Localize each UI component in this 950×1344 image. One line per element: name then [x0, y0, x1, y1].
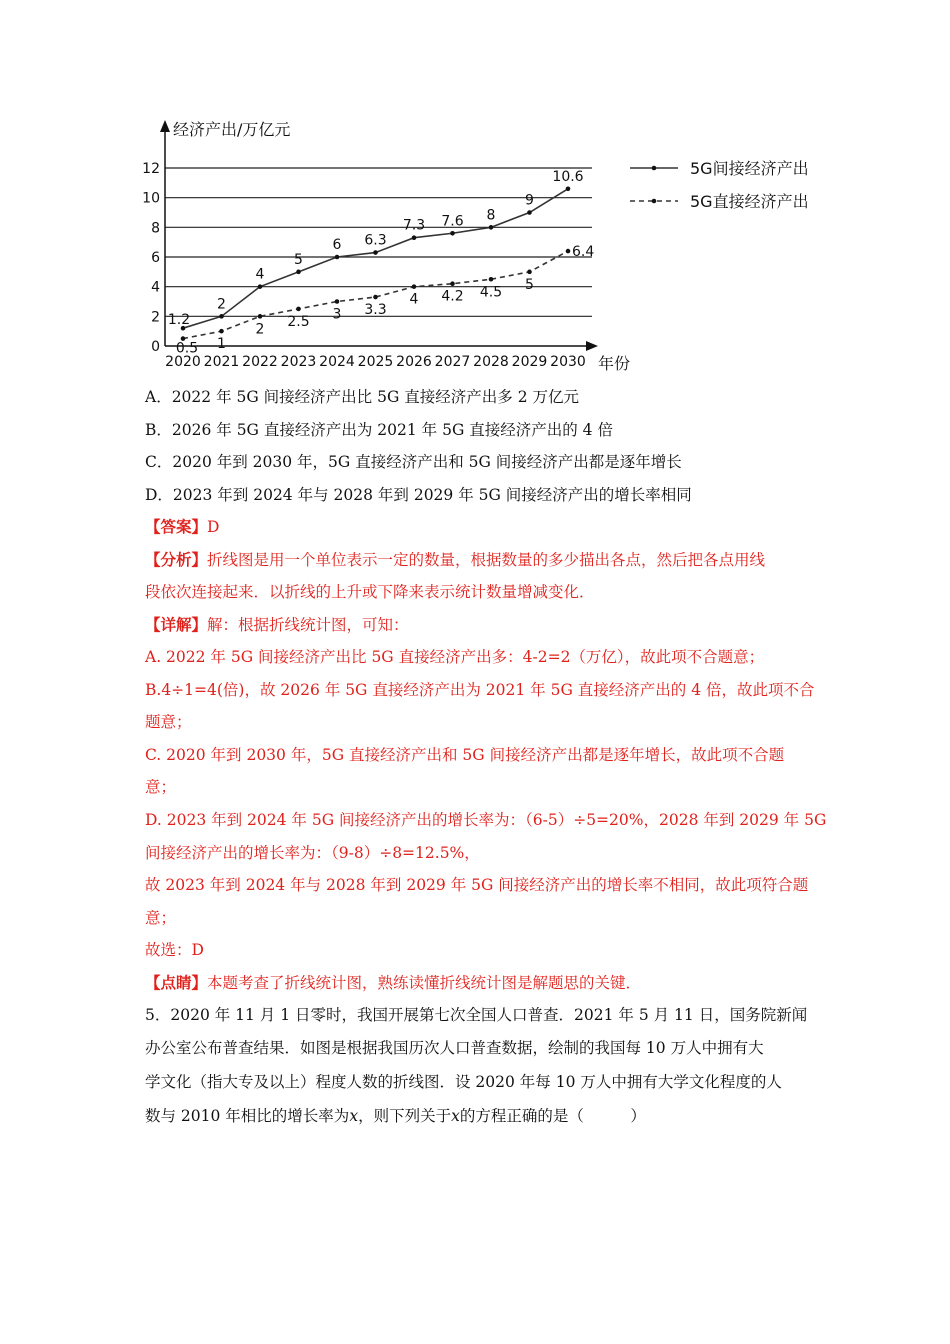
detail-intro: 解：根据折线统计图，可知：: [207, 616, 409, 634]
data-point-direct: [219, 329, 224, 334]
data-label-direct: 4.2: [441, 288, 464, 305]
detail-a: A. 2022 年 5G 间接经济产出比 5G 直接经济产出多：4-2=2（万亿），故此项不合题意；: [145, 648, 765, 666]
y-tick-label: 10: [142, 190, 160, 207]
data-point-indirect: [450, 231, 455, 236]
data-label-direct: 3: [332, 306, 342, 323]
y-tick-label: 0: [151, 339, 160, 355]
data-point-direct: [566, 249, 571, 254]
data-label-indirect: 6.3: [364, 232, 387, 249]
data-label-direct: 2.5: [287, 313, 310, 330]
q5-text-c: 的方程正确的是（ ）: [459, 1107, 646, 1125]
option-c: C．2020 年到 2030 年，5G 直接经济产出和 5G 间接经济产出都是逐年增长: [145, 453, 682, 471]
x-tick-label: 2023: [280, 354, 317, 370]
detail-d-2: 间接经济产出的增长率为：（9-8）÷8=12.5%，: [145, 844, 480, 862]
data-point-indirect: [335, 255, 340, 260]
data-point-direct: [450, 281, 455, 286]
data-label-indirect: 7.6: [441, 213, 464, 230]
legend-marker: [652, 199, 657, 204]
data-label-indirect: 5: [294, 251, 303, 268]
q5-line-2: 办公室公布普查结果．如图是根据我国历次人口普查数据，绘制的我国每 10 万人中拥有大: [145, 1039, 764, 1057]
data-label-direct: 3.3: [364, 302, 387, 319]
y-tick-label: 4: [151, 279, 160, 296]
answer-value: D: [207, 518, 220, 536]
data-point-direct: [527, 270, 532, 275]
data-label-direct: 1: [217, 336, 226, 353]
detail-line-intro: [145, 615, 409, 635]
data-point-indirect: [258, 284, 263, 289]
y-tick-label: 2: [151, 309, 160, 326]
x-tick-label: 2026: [396, 354, 432, 370]
q5-var-1: x: [349, 1107, 359, 1125]
data-label-indirect: 8: [486, 207, 496, 224]
detail-b-1: B.4÷1=4(倍)，故 2026 年 5G 直接经济产出为 2021 年 5G 直接经济产出的 4 倍，故此项不合: [145, 681, 815, 699]
data-label-direct: 4.5: [479, 284, 503, 301]
analysis-text-1: 折线图是用一个单位表示一定的数量，根据数量的多少描出各点，然后把各点用线: [207, 551, 766, 569]
q5-var-2: x: [451, 1107, 460, 1125]
q5-line-3: 学文化（指大专及以上）程度人数的折线图．设 2020 年每 10 万人中拥有大学文化程度的人: [145, 1073, 782, 1091]
data-label-indirect: 4: [255, 266, 265, 283]
data-point-indirect: [296, 270, 301, 275]
data-label-direct: 6.4: [572, 244, 595, 261]
data-point-indirect: [373, 250, 378, 255]
detail-d-3: 故 2023 年到 2024 年与 2028 年到 2029 年 5G 间接经济产出的增长率不相同，故此项符合题: [145, 876, 809, 894]
data-label-indirect: 10.6: [552, 168, 584, 185]
comment-tag: 【点睛】: [145, 973, 208, 992]
y-axis-arrow: [160, 120, 170, 132]
data-point-direct: [258, 314, 263, 319]
option-a: A．2022 年 5G 间接经济产出比 5G 直接经济产出多 2 万亿元: [145, 388, 579, 406]
option-b: B．2026 年 5G 直接经济产出为 2021 年 5G 直接经济产出的 4 倍: [145, 421, 613, 439]
x-axis-arrow: [586, 341, 598, 351]
data-label-direct: 0.5: [175, 340, 199, 357]
data-point-direct: [335, 299, 340, 304]
x-tick-label: 2024: [319, 354, 355, 370]
x-tick-label: 2022: [242, 354, 278, 370]
x-tick-label: 2021: [203, 354, 240, 370]
q5-text-b: ，则下列关于: [358, 1107, 452, 1125]
detail-tag: 【详解】: [145, 615, 208, 634]
data-point-indirect: [219, 314, 224, 319]
detail-choose: 故选：D: [145, 941, 204, 959]
data-point-indirect: [489, 225, 494, 230]
data-label-indirect: 9: [525, 192, 534, 209]
legend-label: 5G间接经济产出: [690, 159, 809, 178]
option-d: D．2023 年到 2024 年与 2028 年到 2029 年 5G 间接经济产出的增长率相同: [145, 486, 692, 504]
y-axis-label: 经济产出/万亿元: [173, 120, 291, 139]
x-tick-label: 2029: [511, 354, 548, 370]
analysis-line-2: 段依次连接起来．以折线的上升或下降来表示统计数量增减变化．: [145, 583, 595, 601]
data-label-direct: 4: [409, 291, 419, 308]
data-label-indirect: 7.3: [402, 217, 426, 234]
data-point-indirect: [527, 210, 532, 215]
y-tick-label: 8: [151, 220, 160, 237]
analysis-line-1: [145, 550, 765, 570]
detail-c-2: 意；: [145, 778, 177, 796]
x-tick-label: 2030: [550, 354, 586, 370]
legend-marker: [652, 166, 657, 171]
data-point-indirect: [566, 186, 571, 191]
detail-d-4: 意；: [145, 909, 177, 927]
data-label-indirect: 1.2: [167, 312, 191, 329]
data-label-direct: 5: [525, 276, 534, 293]
y-tick-label: 6: [151, 250, 160, 266]
q5-text-a: 数与 2010 年相比的增长率为: [145, 1107, 350, 1125]
x-axis-label: 年份: [598, 354, 631, 373]
data-point-direct: [296, 307, 301, 312]
data-label-indirect: 2: [217, 296, 226, 313]
analysis-tag: 【分析】: [145, 550, 208, 569]
data-label-indirect: 6: [332, 237, 342, 253]
detail-b-2: 题意；: [145, 713, 192, 731]
x-tick-label: 2020: [165, 354, 201, 370]
x-tick-label: 2028: [473, 354, 509, 370]
comment-text: 本题考查了折线统计图，熟练读懂折线统计图是解题思的关键．: [207, 974, 642, 992]
data-point-direct: [412, 284, 417, 289]
data-point-direct: [373, 295, 378, 300]
y-tick-label: 12: [142, 161, 160, 177]
answer-line: [145, 517, 219, 537]
answer-tag: 【答案】: [145, 517, 208, 536]
data-point-direct: [489, 277, 494, 282]
q5-line-4: [145, 1106, 646, 1126]
legend-label: 5G直接经济产出: [690, 192, 809, 211]
q5-line-1: 5．2020 年 11 月 1 日零时，我国开展第七次全国人口普查．2021 年 5 月 11 日，国务院新闻: [145, 1006, 808, 1024]
x-tick-label: 2027: [434, 354, 471, 370]
detail-c-1: C. 2020 年到 2030 年，5G 直接经济产出和 5G 间接经济产出都是逐年增长，故此项不合题: [145, 746, 785, 764]
x-tick-label: 2025: [357, 354, 394, 370]
detail-d-1: D. 2023 年到 2024 年 5G 间接经济产出的增长率为：（6-5）÷5=20%，2028 年到 2029 年 5G: [145, 811, 827, 829]
line-chart: [140, 112, 840, 380]
data-point-indirect: [412, 235, 417, 240]
comment-line: [145, 973, 641, 993]
data-label-direct: 2: [255, 321, 265, 338]
